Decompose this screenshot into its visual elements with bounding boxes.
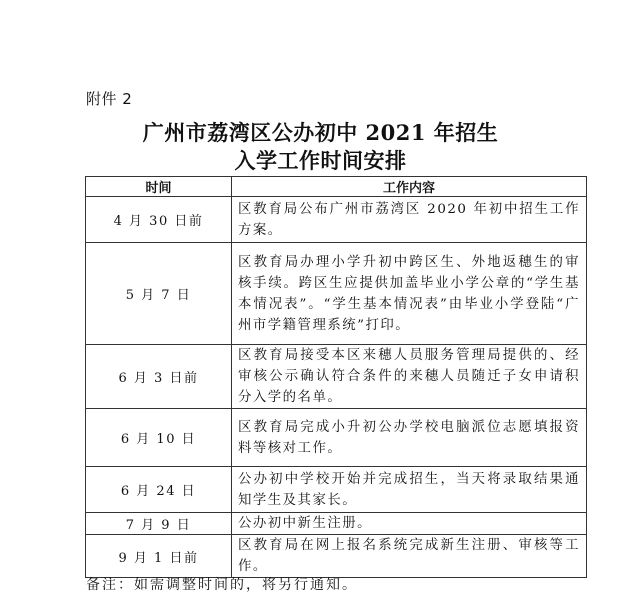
table-row	[86, 243, 587, 345]
table-row	[86, 535, 587, 578]
table-row	[86, 345, 587, 409]
row-time: 6 月 10 日	[86, 409, 232, 467]
row-time: 7 月 9 日	[86, 513, 232, 535]
row-time: 4 月 30 日前	[86, 197, 232, 243]
attachment-label: 附件 2	[86, 90, 133, 108]
row-content: 区教育局公布广州市荔湾区 2020 年初中招生工作方案。	[232, 197, 587, 243]
header-content: 工作内容	[232, 177, 587, 197]
row-content: 区教育局办理小学升初中跨区生、外地返穗生的审核手续。跨区生应提供加盖毕业小学公章的“学生基本情况表”。“学生基本情况表”由毕业小学登陆“广州市学籍管理系统”打印。	[232, 243, 587, 345]
table-row	[86, 513, 587, 535]
row-time: 6 月 3 日前	[86, 345, 232, 409]
row-content: 公办初中学校开始并完成招生，当天将录取结果通知学生及其家长。	[232, 467, 587, 513]
schedule-table	[85, 176, 587, 578]
header-time: 时间	[86, 177, 232, 197]
table-row	[86, 197, 587, 243]
row-time: 9 月 1 日前	[86, 535, 232, 578]
row-content: 区教育局在网上报名系统完成新生注册、审核等工作。	[232, 535, 587, 578]
row-content: 公办初中新生注册。	[232, 513, 587, 535]
table-row	[86, 467, 587, 513]
row-content: 区教育局接受本区来穗人员服务管理局提供的、经审核公示确认符合条件的来穗人员随迁子女申请积分入学的名单。	[232, 345, 587, 409]
footnote: 备注：如需调整时间的，将另行通知。	[86, 577, 358, 593]
table-header-row	[86, 177, 587, 197]
row-content: 区教育局完成小升初公办学校电脑派位志愿填报资料等核对工作。	[232, 409, 587, 467]
document-title-line-2: 入学工作时间安排	[234, 148, 407, 173]
document-title-line-1: 广州市荔湾区公办初中 2021 年招生	[142, 120, 499, 145]
row-time: 6 月 24 日	[86, 467, 232, 513]
row-time: 5 月 7 日	[86, 243, 232, 345]
table-row	[86, 409, 587, 467]
